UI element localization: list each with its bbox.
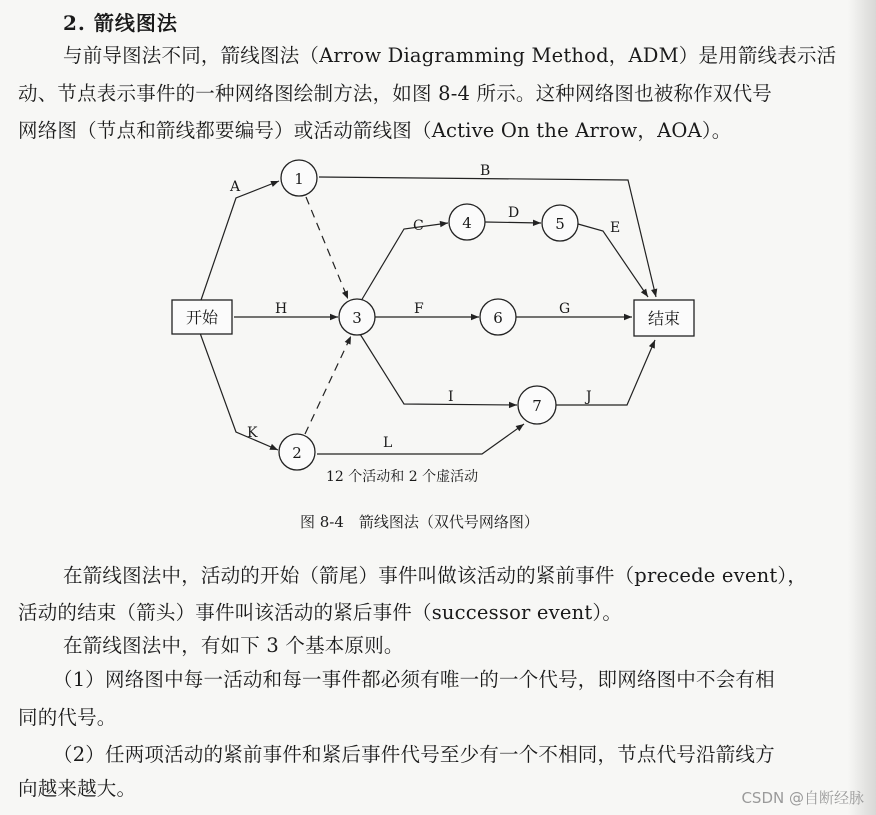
end-label: 结束 [647, 309, 681, 328]
activity-label-k: K [247, 425, 258, 441]
dummy-edge-1-3 [306, 197, 348, 299]
start-box [172, 300, 232, 334]
event-node-7 [518, 386, 556, 424]
event-node-2-label: 2 [292, 444, 302, 462]
event-node-5-label: 5 [555, 215, 565, 233]
event-node-3-label: 3 [352, 309, 362, 327]
activity-edge-d [485, 222, 541, 223]
event-node-1-label: 1 [294, 170, 304, 188]
activity-edge-a [200, 181, 279, 303]
rule-2-line-2: 向越来越大。 [18, 777, 137, 800]
paragraph-2-line-2: 活动的结束（箭头）事件叫该活动的紧后事件（successor event）。 [18, 601, 623, 624]
rule-1-line-1: （1）网络图中每一活动和每一事件都必须有唯一的一个代号，即网络图中不会有相 [53, 668, 775, 691]
activity-edge-j [556, 340, 655, 405]
activity-label-i: I [448, 389, 454, 405]
event-node-6-label: 6 [493, 309, 503, 327]
end-box [634, 300, 694, 336]
event-node-4 [449, 204, 485, 240]
activity-label-d: D [508, 205, 520, 221]
activity-edge-l [317, 424, 524, 454]
activity-label-e: E [610, 220, 621, 236]
activity-edge-i [360, 334, 517, 405]
paragraph-1-line-1: 与前导图法不同，箭线图法（Arrow Diagramming Method，ADM）是用箭线表示活 [63, 44, 837, 67]
activity-label-a: A [230, 179, 241, 195]
activity-edge-k [200, 333, 278, 450]
event-node-1 [281, 160, 317, 196]
csdn-watermark: CSDN @自断经脉 [741, 789, 864, 807]
paragraph-3: 在箭线图法中，有如下 3 个基本原则。 [63, 634, 404, 657]
activity-label-j: J [586, 389, 592, 405]
event-node-5 [542, 205, 578, 241]
start-label: 开始 [185, 308, 219, 327]
rule-2-line-1: （2）任两项活动的紧前事件和紧后事件代号至少有一个不相同，节点代号沿箭线方 [53, 743, 775, 766]
dummy-edge-2-3 [305, 336, 351, 434]
activity-edge-b [319, 177, 656, 297]
activity-label-g: G [559, 301, 571, 317]
paragraph-1-line-2: 动、节点表示事件的一种网络图绘制方法，如图 8-4 所示。这种网络图也被称作双代号 [18, 82, 772, 105]
paragraph-2-line-1: 在箭线图法中，活动的开始（箭尾）事件叫做该活动的紧前事件（precede event）， [63, 564, 808, 587]
figure-caption: 图 8-4 箭线图法（双代号网络图） [300, 513, 539, 531]
activity-label-f: F [414, 301, 424, 317]
paragraph-1-line-3: 网络图（节点和箭线都要编号）或活动箭线图（Active On the Arrow，AOA）。 [18, 119, 732, 142]
activity-edge-c [361, 223, 448, 301]
section-heading: 2. 箭线图法 [63, 11, 178, 35]
activity-label-l: L [383, 435, 393, 451]
diagram-note: 12 个活动和 2 个虚活动 [326, 469, 479, 485]
rule-1-line-2: 同的代号。 [18, 706, 117, 729]
event-node-3 [339, 299, 375, 335]
activity-label-c: C [413, 218, 424, 234]
event-node-4-label: 4 [462, 214, 472, 232]
activity-label-h: H [275, 301, 288, 317]
event-node-6 [480, 299, 516, 335]
event-node-7-label: 7 [532, 397, 542, 415]
activity-label-b: B [480, 163, 491, 179]
event-node-2 [279, 434, 315, 470]
